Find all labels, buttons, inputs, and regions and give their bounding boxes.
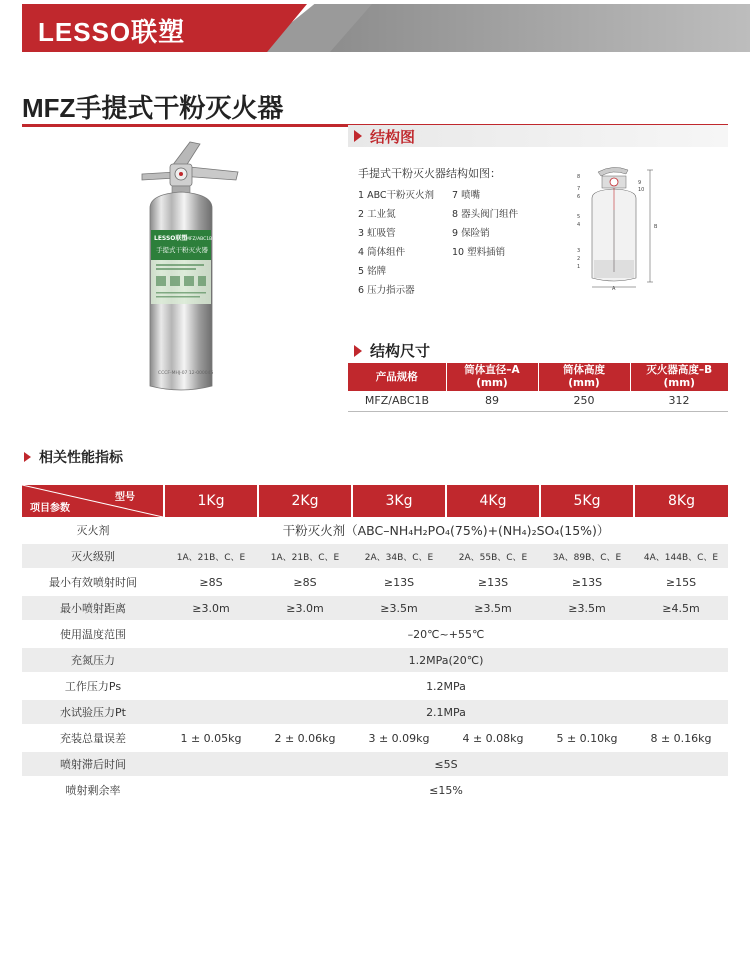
column-header: 8Kg	[634, 485, 728, 517]
row-label: 喷射剩余率	[22, 777, 164, 803]
table-cell: ≤15%	[164, 777, 728, 803]
table-cell: 1 ± 0.05kg	[164, 725, 258, 751]
table-cell: 2.1MPa	[164, 699, 728, 725]
table-row	[22, 569, 728, 595]
row-label: 水试验压力Pt	[22, 699, 164, 725]
structure-diagram	[568, 160, 668, 290]
list-item: 9 保险销	[452, 228, 490, 239]
table-cell: 干粉灭火剂（ABC–NH₄H₂PO₄(75%)+(NH₄)₂SO₄(15%)）	[164, 517, 728, 543]
diagram-label: 10	[638, 187, 645, 193]
row-label: 充装总量误差	[22, 725, 164, 751]
table-cell: 8 ± 0.16kg	[634, 725, 728, 751]
column-header: 筒体高度 (mm)	[538, 363, 630, 391]
dimension-section-title: 结构尺寸	[370, 342, 431, 360]
list-item: 10 塑料插销	[452, 247, 506, 258]
table-cell: MFZ/ABC1B	[348, 391, 446, 411]
corner-header-model: 型号	[115, 492, 135, 503]
table-row	[22, 543, 728, 569]
row-label: 最小有效喷射时间	[22, 569, 164, 595]
row-label: 充氮压力	[22, 647, 164, 673]
diagram-label: B	[654, 224, 658, 230]
table-cell: ≥3.5m	[446, 595, 540, 621]
table-row	[22, 699, 728, 725]
table-cell: ≥8S	[258, 569, 352, 595]
row-label: 灭火级别	[22, 543, 164, 569]
corner-header	[22, 485, 164, 517]
table-cell: 3A、89B、C、E	[540, 543, 634, 569]
table-row	[22, 595, 728, 621]
list-item: 6 压力指示器	[358, 285, 415, 296]
row-label: 工作压力Ps	[22, 673, 164, 699]
column-header: 产品规格	[348, 363, 446, 391]
table-cell: 250	[538, 391, 630, 411]
label-model: MFZ/ABC1B	[186, 237, 213, 242]
banner-grey-gradient	[330, 4, 750, 52]
row-label: 灭火剂	[22, 517, 164, 543]
table-row	[22, 725, 728, 751]
table-cell: ≥13S	[540, 569, 634, 595]
table-cell: ≥13S	[352, 569, 446, 595]
list-item: 2 工业氮	[358, 209, 396, 220]
diagram-label: 3	[577, 248, 581, 254]
table-cell: ≥15S	[634, 569, 728, 595]
table-cell: 3 ± 0.09kg	[352, 725, 446, 751]
dimension-section-header	[348, 340, 430, 361]
list-item: 1 ABC干粉灭火剂	[358, 190, 435, 201]
structure-intro: 手提式干粉灭火器结构如图：	[358, 167, 501, 180]
table-cell: 1.2MPa(20℃)	[164, 647, 728, 673]
list-item: 7 喷嘴	[452, 190, 481, 201]
table-cell: 2A、34B、C、E	[352, 543, 446, 569]
table-cell: 4 ± 0.08kg	[446, 725, 540, 751]
parts-list-left	[358, 187, 434, 301]
diagram-label: 9	[638, 180, 642, 186]
performance-section-header	[18, 447, 123, 467]
list-item: 8 器头阀门组件	[452, 209, 519, 220]
table-row	[348, 391, 728, 411]
product-title: MFZ手提式干粉灭火器	[22, 93, 284, 123]
column-header: 3Kg	[352, 485, 446, 517]
column-header: 筒体直径–A (mm)	[446, 363, 538, 391]
label-code: CCCF-MHJ-07 12-000045	[158, 371, 214, 376]
extinguisher-image	[120, 136, 250, 398]
diagram-label: 6	[577, 194, 581, 200]
list-item: 4 筒体组件	[358, 247, 406, 258]
table-cell: 1.2MPa	[164, 673, 728, 699]
table-cell: ≥3.0m	[258, 595, 352, 621]
table-cell: 2 ± 0.06kg	[258, 725, 352, 751]
label-name: 手提式干粉灭火器	[156, 246, 208, 254]
diagram-label: 5	[577, 214, 581, 220]
diagram-label: 1	[577, 264, 581, 270]
table-row	[22, 673, 728, 699]
diagram-label: A	[612, 286, 616, 290]
diagram-label: 2	[577, 256, 581, 262]
table-cell: –20℃~+55℃	[164, 621, 728, 647]
table-cell: ≥3.5m	[352, 595, 446, 621]
table-cell: ≥3.0m	[164, 595, 258, 621]
row-label: 最小喷射距离	[22, 595, 164, 621]
table-cell: ≥8S	[164, 569, 258, 595]
table-cell: 89	[446, 391, 538, 411]
list-item: 5 铭牌	[358, 266, 387, 277]
table-cell: 1A、21B、C、E	[164, 543, 258, 569]
list-item: 3 虹吸管	[358, 228, 396, 239]
table-cell: ≥3.5m	[540, 595, 634, 621]
brand-logo: LESSO联塑	[38, 17, 186, 47]
table-cell: 4A、144B、C、E	[634, 543, 728, 569]
table-header-row	[22, 485, 728, 517]
corner-header-param: 项目参数	[30, 503, 70, 514]
table-row	[22, 517, 728, 543]
table-cell: 2A、55B、C、E	[446, 543, 540, 569]
performance-section-title: 相关性能指标	[39, 450, 123, 466]
performance-table	[22, 485, 728, 804]
table-cell: ≤5S	[164, 751, 728, 777]
parts-list-right	[452, 187, 518, 263]
label-brand: LESSO联塑	[154, 235, 188, 242]
diagram-label: 7	[577, 186, 581, 192]
arrow-right-icon	[24, 452, 31, 462]
arrow-right-icon	[354, 130, 362, 142]
table-cell: ≥4.5m	[634, 595, 728, 621]
diagram-label: 8	[577, 174, 581, 180]
diagram-label: 4	[577, 222, 581, 228]
header-banner	[0, 0, 750, 56]
row-label: 使用温度范围	[22, 621, 164, 647]
table-cell: 1A、21B、C、E	[258, 543, 352, 569]
structure-section-title: 结构图	[370, 127, 416, 146]
column-header: 5Kg	[540, 485, 634, 517]
table-cell: 5 ± 0.10kg	[540, 725, 634, 751]
structure-section-bar	[348, 125, 728, 147]
table-cell: ≥13S	[446, 569, 540, 595]
column-header: 灭火器高度–B (mm)	[630, 363, 728, 391]
column-header: 2Kg	[258, 485, 352, 517]
table-row	[22, 647, 728, 673]
table-row	[22, 621, 728, 647]
column-header: 4Kg	[446, 485, 540, 517]
table-cell: 312	[630, 391, 728, 411]
table-row	[22, 751, 728, 777]
row-label: 喷射滞后时间	[22, 751, 164, 777]
dimension-table	[348, 363, 728, 412]
arrow-right-icon	[354, 345, 362, 357]
column-header: 1Kg	[164, 485, 258, 517]
table-row	[22, 777, 728, 803]
